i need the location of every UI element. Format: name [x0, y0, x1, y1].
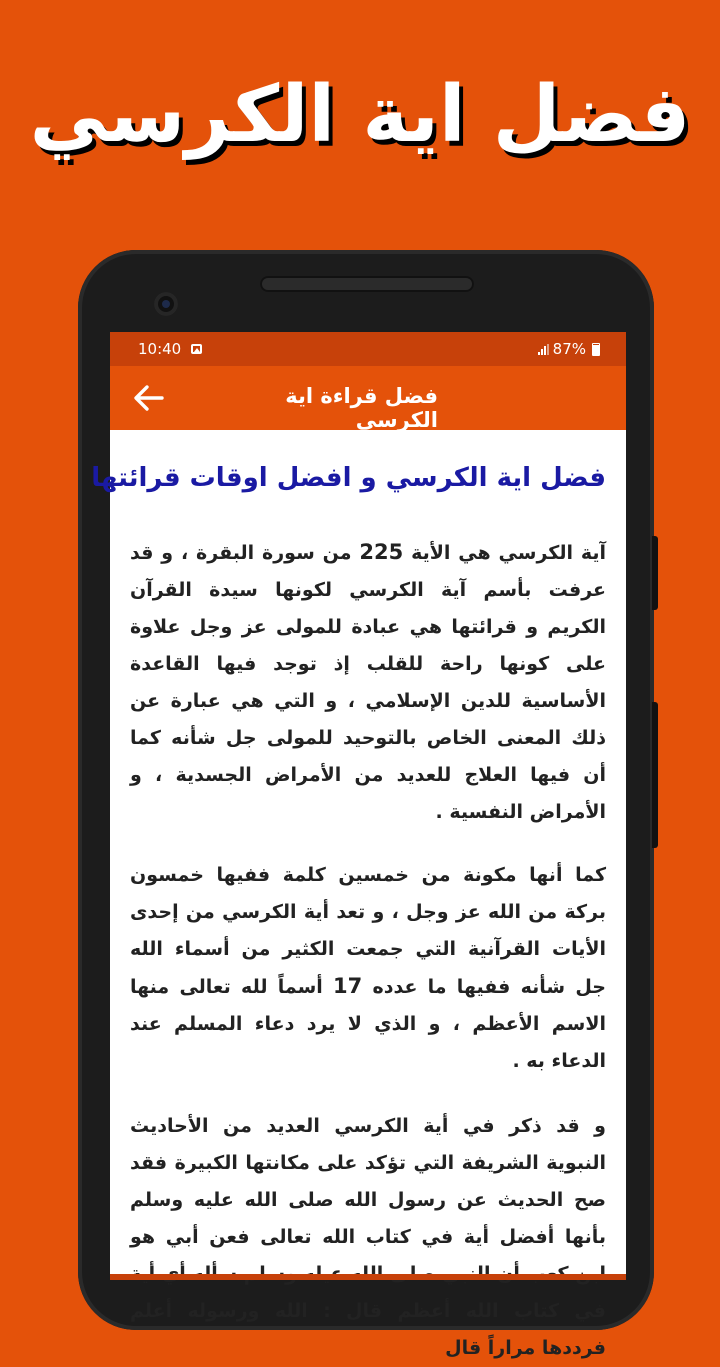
app-bar: [110, 366, 626, 430]
camera-icon: [154, 292, 178, 316]
phone-speaker: [260, 276, 474, 292]
power-button: [652, 702, 658, 848]
app-bar-title: فضل قراءة اية الكرسي: [285, 384, 438, 432]
number-highlight: 225: [359, 540, 404, 564]
signal-icon: [538, 344, 549, 355]
status-time: 10:40: [138, 340, 182, 358]
status-bar: [110, 332, 626, 366]
image-notification-icon: [191, 344, 202, 354]
article-title: فضل اية الكرسي و افضل اوقات قرائتها: [91, 463, 606, 493]
volume-button: [652, 536, 658, 610]
back-button[interactable]: [132, 382, 166, 414]
battery-percent: 87%: [552, 340, 586, 358]
article-paragraph: كما أنها مكونة من خمسين كلمة ففيها خمسون بركة من الله عز وجل ، و تعد أية الكرسي من إحدى الأيات القرآنية التي جمعت الكثير من أسماء الله جل شأنه ففيها ما عدده 17 أسماً لله تعالى منها الاسم الأعظم ، و الذي لا يرد دعاء المسلم عند الدعاء به .: [130, 864, 606, 1072]
article-content: [91, 458, 626, 1367]
arrow-back-icon: [132, 382, 166, 414]
promo-title: فضل اية الكرسي: [29, 70, 691, 160]
article-paragraph: آية الكرسي هي الأية 225 من سورة البقرة ، و قد عرفت بأسم آية الكرسي لكونها سيدة القرآن الكريم و قرائتها هي عبادة للمولى عز وجل علاوة على كونها راحة للقلب إذ توجد فيها القاعدة الأساسية للدين الإسلامي ، و التي هي عبارة عن ذلك المعنى الخاص بالتوحيد للمولى جل شأنه كما أن فيها العلاج للعديد من الأمراض الجسدية ، و الأمراض النفسية .: [130, 540, 607, 823]
article-paragraph: و قد ذكر في أية الكرسي العديد من الأحاديث النبوية الشريفة التي تؤكد على مكانتها الكبيرة فقد صح الحديث عن رسول الله صلى الله عليه وسلم بأنها أفضل أية في كتاب الله تعالى فعن أبي هو في كتاب الله أعظم قال : الله ورسوله أعلم فرددها مراراً قال: [130, 1115, 606, 1359]
app-screen: [91, 332, 626, 1359]
bottom-strip: [110, 1274, 626, 1280]
battery-icon: [592, 343, 600, 356]
number-highlight: 17: [333, 974, 363, 998]
